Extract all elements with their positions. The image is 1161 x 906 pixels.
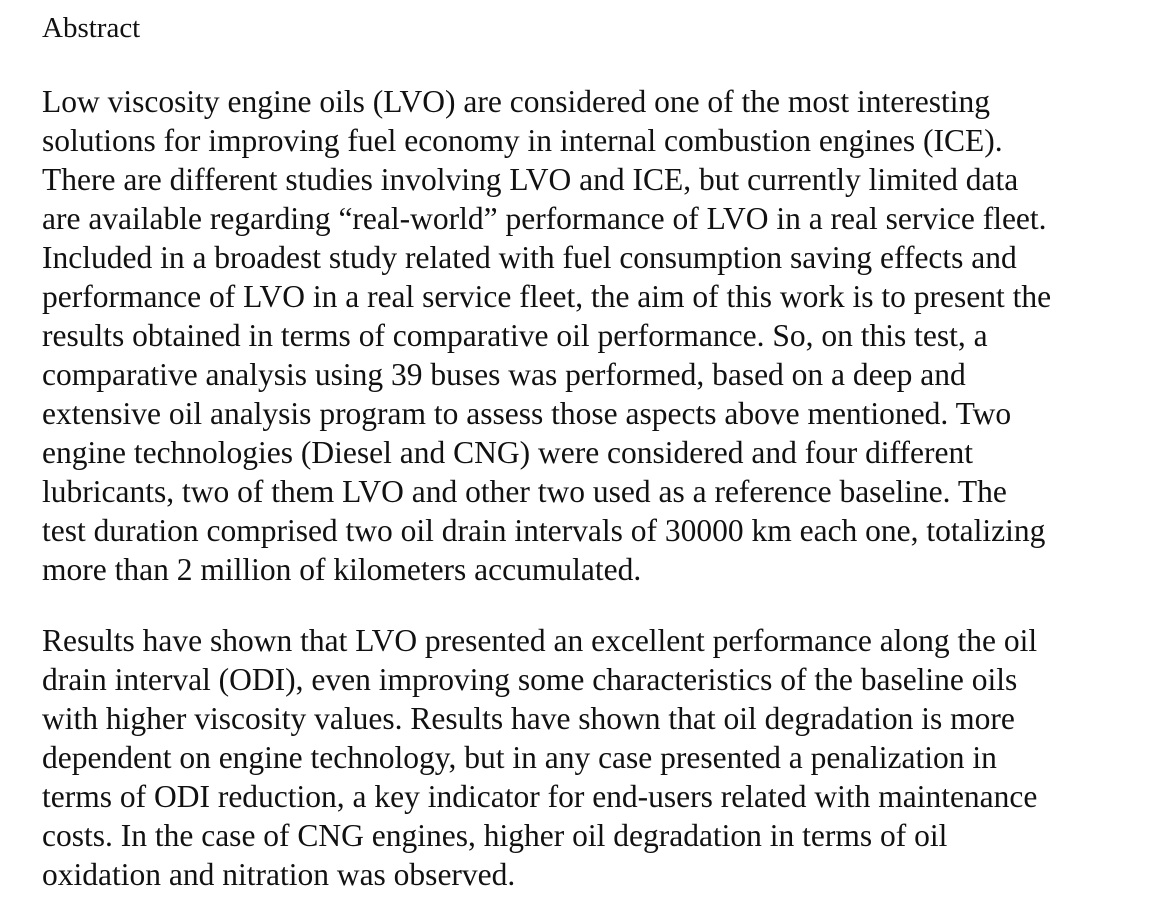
paragraph-line: terms of ODI reduction, a key indicator for end-users related with maintenance xyxy=(42,779,1038,814)
paragraph-line: drain interval (ODI), even improving some characteristics of the baseline oils xyxy=(42,662,1018,697)
paragraph-line: are available regarding “real-world” performance of LVO in a real service fleet. xyxy=(42,201,1047,236)
paragraph-line: dependent on engine technology, but in any case presented a penalization in xyxy=(42,740,997,775)
paragraph-line: results obtained in terms of comparative oil performance. So, on this test, a xyxy=(42,318,988,353)
paragraph-line: lubricants, two of them LVO and other two used as a reference baseline. The xyxy=(42,474,1007,509)
paragraph-line: extensive oil analysis program to assess those aspects above mentioned. Two xyxy=(42,396,1012,431)
paragraph-line: Included in a broadest study related with fuel consumption saving effects and xyxy=(42,240,1017,275)
paragraph-line: test duration comprised two oil drain intervals of 30000 km each one, totalizing xyxy=(42,513,1046,548)
paragraph-line: oxidation and nitration was observed. xyxy=(42,857,516,892)
paragraph-line: engine technologies (Diesel and CNG) were considered and four different xyxy=(42,435,973,470)
paragraph-line: performance of LVO in a real service fleet, the aim of this work is to present the xyxy=(42,279,1052,314)
paragraph-line: costs. In the case of CNG engines, higher oil degradation in terms of oil xyxy=(42,818,948,853)
paragraph-line: solutions for improving fuel economy in internal combustion engines (ICE). xyxy=(42,123,1003,158)
paragraph-line: Results have shown that LVO presented an excellent performance along the oil xyxy=(42,623,1038,658)
paragraph-line: with higher viscosity values. Results have shown that oil degradation is more xyxy=(42,701,1015,736)
paragraph-line: more than 2 million of kilometers accumulated. xyxy=(42,552,642,587)
paragraph-line: comparative analysis using 39 buses was performed, based on a deep and xyxy=(42,357,966,392)
abstract-heading: Abstract xyxy=(42,12,141,44)
paragraph-line: There are different studies involving LVO and ICE, but currently limited data xyxy=(42,162,1019,197)
paragraph-line: Low viscosity engine oils (LVO) are considered one of the most interesting xyxy=(42,84,990,119)
